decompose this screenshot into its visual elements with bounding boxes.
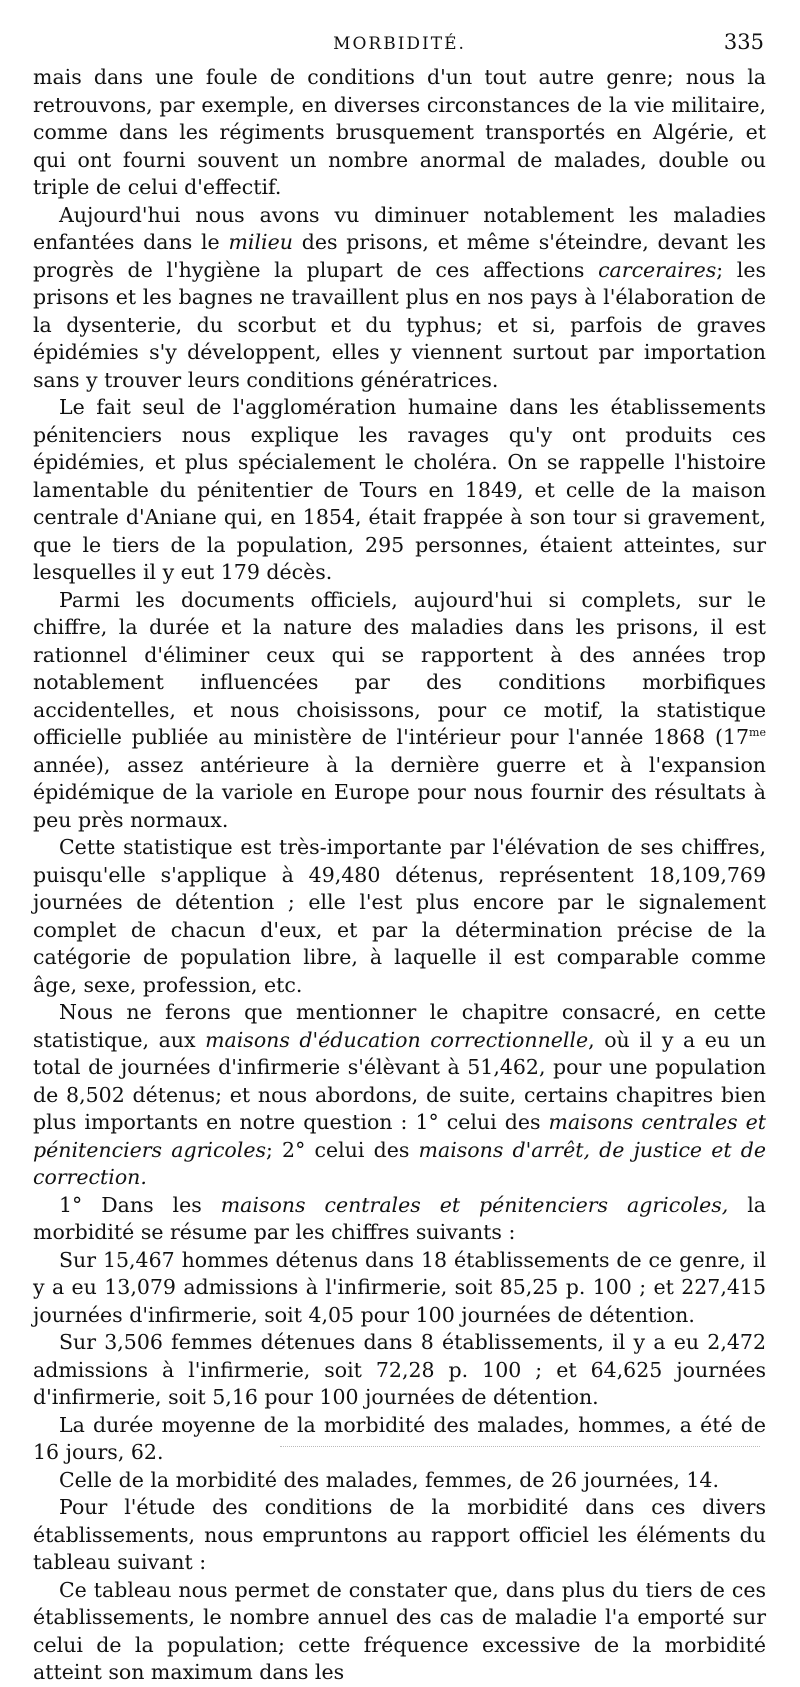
paragraph: Sur 3,506 femmes détenues dans 8 établissements, il y a eu 2,472 admissions à l'infirmerie, soit 72,28 p. 100 ; et 64,625 journées d'infirmerie, soit 5,16 pour 100 journées de détention.	[33, 1330, 766, 1409]
footer-divider	[280, 1446, 760, 1448]
paragraph: Aujourd'hui nous avons vu diminuer notablement les maladies enfantées dans le milieu des prisons, et même s'éteindre, devant les progrès de l'hygiène la plupart de ces affections carceraires; les prisons et les bagnes ne travaillent plus en nos pays à l'élaboration de la dysenterie, du scorbut et du typhus; et si, parfois de graves épidémies s'y développent, elles y viennent surtout par importation sans y trouver leurs conditions génératrices.	[33, 202, 766, 392]
italic-term: milieu	[228, 230, 293, 254]
italic-term: maisons centrales et pénitenciers agricoles,	[220, 1192, 729, 1217]
page-number: 335	[723, 30, 764, 54]
paragraph: 1° Dans les maisons centrales et pénitenciers agricoles, la morbidité se résume par les chiffres suivants :	[33, 1192, 767, 1244]
body-text	[33, 64, 766, 1687]
running-title: MORBIDITÉ.	[333, 34, 466, 54]
paragraph: Le fait seul de l'agglomération humaine dans les établissements pénitenciers nous explique les ravages qu'y ont produits ces épidémies, et plus spécialement le choléra. On se rappelle l'histoire lamentable du pénitentier de Tours en 1849, et celle de la maison centrale d'Aniane qui, en 1854, était frappée à son tour si gravement, que le tiers de la population, 295 personnes, étaient atteintes, sur lesquelles il y eut 179 décès.	[33, 395, 766, 584]
paragraph: mais dans une foule de conditions d'un tout autre genre; nous la retrouvons, par exemple, en diverses circonstances de la vie militaire, comme dans les régiments brusquement transportés en Algérie, et qui ont fourni souvent un nombre anormal de malades, double ou triple de celui d'effectif.	[33, 65, 766, 199]
italic-term: maisons centrales et pénitenciers agricoles	[33, 1110, 766, 1162]
paragraph: Parmi les documents officiels, aujourd'hui si complets, sur le chiffre, la durée et la nature des maladies dans les prisons, il est rationnel d'éliminer ceux qui se rapportent à des années trop notablement influencées par des conditions morbifiques accidentelles, et nous choisissons, pour ce motif, la statistique officielle publiée au ministère de l'intérieur pour l'année 1868 ($17^{me}$ année), assez antérieure à la dernière guerre et à l'expansion épidémique de la variole en Europe pour nous fournir des résultats à peu près normaux.	[33, 587, 766, 832]
paragraph: Cette statistique est très-importante par l'élévation de ses chiffres, puisqu'elle s'applique à 49,480 détenus, représentent 18,109,769 journées de détention ; elle l'est plus encore par le signalement complet de chacun d'eux, et par la détermination précise de la catégorie de population libre, à laquelle il est comparable comme âge, sexe, profession, etc.	[33, 835, 766, 997]
paragraph: Sur 15,467 hommes détenus dans 18 établissements de ce genre, il y a eu 13,079 admissions à l'infirmerie, soit 85,25 p. 100 ; et 227,415 journées d'infirmerie, soit 4,05 pour 100 journées de détention.	[33, 1247, 766, 1327]
paragraph: Celle de la morbidité des malades, femmes, de 26 journées, 14.	[59, 1467, 719, 1492]
italic-term: maisons d'arrêt, de justice et de correction.	[33, 1137, 767, 1189]
italic-term: carceraires	[598, 257, 717, 282]
italic-term: maisons d'éducation correctionnelle	[205, 1027, 589, 1052]
book-page	[33, 0, 766, 1687]
ordinal-suffix: me	[749, 726, 766, 740]
paragraph: Pour l'étude des conditions de la morbidité dans ces divers établissements, nous empruntons au rapport officiel les éléments du tableau suivant :	[33, 1495, 766, 1574]
paragraph: Nous ne ferons que mentionner le chapitre consacré, en cette statistique, aux maisons d'éducation correctionnelle, où il y a eu un total de journées d'infirmerie s'élèvant à 51,462, pour une population de 8,502 détenus; et nous abordons, de suite, certains chapitres bien plus importants en notre question : 1° celui des maisons centrales et pénitenciers agricoles; 2° celui des maisons d'arrêt, de justice et de correction.	[33, 1000, 767, 1189]
paragraph: La durée moyenne de la morbidité des malades, hommes, a été de 16 jours, 62.	[33, 1412, 766, 1464]
page-header	[33, 0, 766, 64]
paragraph: Ce tableau nous permet de constater que, dans plus du tiers de ces établissements, le nombre annuel des cas de maladie l'a emporté sur celui de la population; cette fréquence excessive de la morbidité atteint son maximum dans les	[33, 1577, 766, 1684]
